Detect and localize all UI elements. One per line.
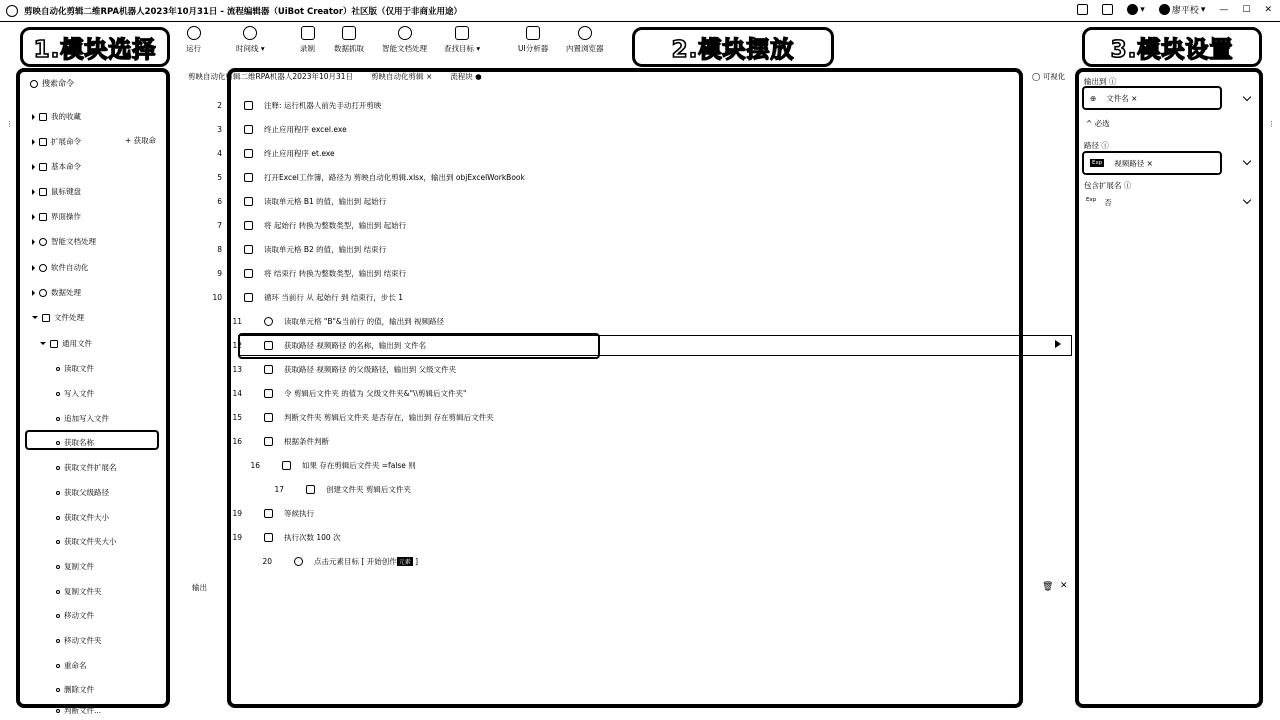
help-icon[interactable] — [1127, 4, 1138, 15]
bell-icon[interactable] — [1102, 4, 1113, 15]
tree-command[interactable]: 读取文件 — [56, 363, 94, 374]
bullet-icon — [56, 367, 60, 371]
find-target-button[interactable]: 查找目标 ▾ — [444, 26, 480, 54]
avatar-icon — [1159, 4, 1170, 15]
file-icon — [42, 314, 50, 322]
tree-command[interactable]: 获取文件扩展名 — [56, 462, 117, 473]
tree-category[interactable]: 软件自动化 — [32, 262, 89, 273]
bullet-icon — [56, 516, 60, 520]
caret-right-icon — [32, 139, 35, 145]
element-badge: 元素 — [398, 558, 411, 566]
software-icon — [39, 264, 47, 272]
bullet-icon — [56, 466, 60, 470]
ui-icon — [526, 26, 540, 40]
caret-right-icon — [32, 164, 35, 170]
trash-icon[interactable]: 🗑 — [1042, 582, 1054, 592]
code-row[interactable]: 16 如果 存在剪辑后文件夹 =false 则 — [250, 460, 416, 470]
star-icon — [39, 113, 47, 121]
tree-command[interactable]: 判断文件... — [56, 705, 101, 716]
condition-icon — [264, 437, 273, 446]
timeline-button[interactable]: 时间线 ▾ — [236, 26, 265, 54]
title-bar: 剪映自动化剪辑二维RPA机器人2023年10月31日 - 流程编辑器（UiBot Creator）社区版（仅用于非商业用途） ▾ 廖平校 ▾ — ☐ ✕ — [0, 0, 1280, 22]
folder-icon — [50, 340, 58, 348]
breadcrumb-block[interactable]: 流程块 ● — [450, 72, 482, 81]
cell-read-icon — [244, 197, 253, 206]
record-icon — [301, 26, 315, 40]
bullet-icon — [56, 417, 60, 421]
mouse-icon — [39, 188, 47, 196]
bullet-icon — [56, 614, 60, 618]
code-row[interactable]: 16 根据条件判断 — [232, 436, 329, 446]
tree-category[interactable]: 扩展命令 — [32, 136, 81, 147]
visual-mode-toggle[interactable]: ◯ 可视化 — [1032, 72, 1066, 81]
code-row[interactable]: 3 终止应用程序 excel.exe — [217, 124, 347, 134]
run-row-icon[interactable] — [1055, 340, 1061, 348]
search-icon — [30, 80, 38, 88]
run-icon — [187, 26, 201, 40]
tree-command[interactable]: 复制文件 — [56, 561, 94, 572]
code-row[interactable]: 19 等候执行 — [232, 508, 314, 518]
caret-down-icon — [40, 342, 46, 345]
code-row[interactable]: 20 点击元素目标 [ 开始创作 元素 ] — [262, 556, 419, 566]
bullet-icon — [56, 590, 60, 594]
output-variable-field[interactable]: ⊕ 文件名 × — [1082, 86, 1222, 110]
heading-module-settings: 3.模块设置 — [1082, 27, 1262, 67]
window-title: 剪映自动化剪辑二维RPA机器人2023年10月31日 - 流程编辑器（UiBot Creator）社区版（仅用于非商业用途） — [24, 7, 463, 17]
comment-icon — [244, 101, 253, 110]
maximize-button[interactable]: ☐ — [1242, 4, 1251, 15]
excel-open-icon — [244, 173, 253, 182]
variable-badge-icon: Exp — [1092, 160, 1103, 166]
code-row[interactable]: 6 读取单元格 B1 的值，输出到 起始行 — [217, 196, 387, 206]
browser-icon — [578, 26, 592, 40]
include-extension-select[interactable]: Exp 否 — [1086, 197, 1112, 207]
code-row[interactable]: 15 判断文件夹 剪辑后文件夹 是否存在，输出到 存在剪辑后文件夹 — [232, 412, 494, 422]
tree-command[interactable]: 获取父级路径 — [56, 487, 109, 498]
caret-right-icon — [32, 214, 35, 220]
tree-command[interactable]: 获取文件大小 — [56, 512, 109, 523]
user-menu[interactable]: 廖平校 ▾ — [1159, 3, 1206, 16]
variable-icon: ⊕ — [1090, 93, 1097, 103]
bullet-icon — [56, 441, 60, 445]
smart-doc-button[interactable]: 智能文档处理 — [382, 26, 427, 54]
ui-analyzer-button[interactable]: UI分析器 — [518, 26, 548, 54]
tree-command-selected[interactable]: 获取名称 — [56, 437, 94, 448]
bullet-icon — [56, 540, 60, 544]
get-more-commands-link[interactable]: + 获取命 — [125, 136, 157, 145]
ai-icon — [398, 26, 412, 40]
minimize-button[interactable]: — — [1219, 4, 1229, 15]
tree-command[interactable]: 获取文件夹大小 — [56, 536, 117, 547]
tree-category[interactable]: 基本命令 — [32, 161, 81, 172]
bullet-icon — [56, 392, 60, 396]
code-row[interactable]: 5 打开Excel工作簿，路径为 剪映自动化剪辑.xlsx，输出到 objExcelWorkBook — [217, 172, 525, 182]
app-terminate-icon — [244, 125, 253, 134]
bullet-icon — [56, 709, 60, 713]
folder-exists-icon — [264, 413, 273, 422]
code-row-selected[interactable]: 12 获取路径 视频路径 的名称，输出到 文件名 — [232, 340, 427, 350]
caret-down-icon — [32, 316, 38, 319]
left-dock-tab[interactable]: ⋮ — [6, 120, 13, 128]
path-name-icon — [264, 341, 273, 350]
smart-doc-icon — [39, 238, 47, 246]
right-dock-tab[interactable]: ⋮ — [1268, 120, 1275, 128]
tree-category[interactable]: 智能文档处理 — [32, 236, 96, 247]
code-row[interactable]: 17 创建文件夹 剪辑后文件夹 — [274, 484, 411, 494]
convert-icon — [244, 269, 253, 278]
command-search[interactable]: 搜索命令 — [30, 78, 74, 89]
tree-category[interactable]: 数据处理 — [32, 287, 81, 298]
tree-command[interactable]: 移动文件 — [56, 610, 94, 621]
create-folder-icon — [306, 485, 315, 494]
required-section-toggle[interactable]: ^ 必选 — [1086, 119, 1110, 128]
caret-right-icon — [32, 290, 35, 296]
bullet-icon — [56, 688, 60, 692]
code-row[interactable]: 13 获取路径 视频路径 的父级路径，输出到 父级文件夹 — [232, 364, 457, 374]
loop-icon — [244, 293, 253, 302]
code-row[interactable]: 19 执行次数 100 次 — [232, 532, 341, 542]
code-row[interactable]: 11 读取单元格 "B"&当前行 的值，输出到 视频路径 — [232, 316, 445, 326]
code-row[interactable]: 10 循环 当前行 从 起始行 到 结束行，步长 1 — [212, 292, 404, 302]
caret-right-icon — [32, 239, 35, 245]
tree-command[interactable]: 写入文件 — [56, 388, 94, 399]
heading-module-place: 2.模块摆放 — [632, 27, 834, 67]
tree-category[interactable]: 我的收藏 — [32, 111, 81, 122]
assign-icon — [264, 389, 273, 398]
path-parent-icon — [264, 365, 273, 374]
caret-right-icon — [32, 189, 35, 195]
code-row[interactable]: 9 将 结束行 转换为整数类型，输出到 结束行 — [217, 268, 407, 278]
code-row[interactable]: 14 令 剪辑后文件夹 的值为 父级文件夹&"\\剪辑后文件夹" — [232, 388, 467, 398]
data-grab-button[interactable]: 数据抓取 — [334, 26, 364, 54]
pin-icon[interactable] — [1077, 4, 1088, 15]
tree-category[interactable]: 鼠标键盘 — [32, 186, 81, 197]
breadcrumb-project[interactable]: 剪映自动化剪辑二维RPA机器人2023年10月31日 — [188, 72, 354, 81]
prop-path-label: 路径 ⓘ — [1084, 141, 1109, 150]
tree-command[interactable]: 移动文件夹 — [56, 635, 102, 646]
code-row[interactable]: 2 注释: 运行机器人前先手动打开剪映 — [217, 100, 382, 110]
bullet-icon — [56, 639, 60, 643]
wait-icon — [264, 509, 273, 518]
app-logo-icon — [6, 5, 18, 17]
tree-category-file[interactable]: 文件处理 — [32, 312, 84, 323]
built-in-browser-button[interactable]: 内置浏览器 — [566, 26, 604, 54]
caret-right-icon — [32, 265, 35, 271]
tree-command[interactable]: 复制文件夹 — [56, 586, 102, 597]
clock-icon — [243, 26, 257, 40]
prop-output-label: 输出到 ⓘ — [1084, 77, 1117, 86]
tree-command[interactable]: 删除文件 — [56, 684, 94, 695]
app-terminate-icon — [244, 149, 253, 158]
cell-read-icon — [244, 245, 253, 254]
close-window-button[interactable]: ✕ — [1264, 4, 1272, 15]
click-target-icon — [294, 557, 303, 566]
close-output-icon[interactable]: ✕ — [1060, 581, 1068, 591]
tree-command[interactable]: 追加写入文件 — [56, 413, 109, 424]
target-icon — [455, 26, 469, 40]
basic-command-icon — [39, 163, 47, 171]
bullet-icon — [56, 491, 60, 495]
code-row[interactable]: 7 将 起始行 转换为整数类型，输出到 起始行 — [217, 220, 407, 230]
breadcrumb-tab[interactable]: 剪映自动化剪辑 × — [371, 72, 433, 81]
code-row[interactable]: 4 终止应用程序 et.exe — [217, 148, 335, 158]
tree-category[interactable]: 界面操作 — [32, 211, 81, 222]
extension-icon — [39, 138, 47, 146]
code-row[interactable]: 8 读取单元格 B2 的值，输出到 结束行 — [217, 244, 387, 254]
data-icon — [39, 289, 47, 297]
path-field[interactable]: Exp 视频路径 × — [1082, 151, 1222, 175]
convert-icon — [244, 221, 253, 230]
record-button[interactable]: 录制 — [300, 26, 315, 54]
bullet-icon — [56, 664, 60, 668]
interface-icon — [39, 213, 47, 221]
if-icon — [282, 461, 291, 470]
cell-read-icon — [264, 317, 273, 326]
caret-right-icon — [32, 114, 35, 120]
run-button[interactable]: 运行 — [186, 26, 201, 54]
output-panel-label: 输出 — [192, 583, 207, 592]
prop-extension-label: 包含扩展名 ⓘ — [1084, 181, 1132, 190]
tree-subcategory[interactable]: 通用文件 — [40, 338, 92, 349]
grab-icon — [342, 26, 356, 40]
bullet-icon — [56, 565, 60, 569]
heading-module-select: 1.模块选择 — [20, 27, 170, 67]
repeat-icon — [264, 533, 273, 542]
tree-command[interactable]: 重命名 — [56, 660, 87, 671]
